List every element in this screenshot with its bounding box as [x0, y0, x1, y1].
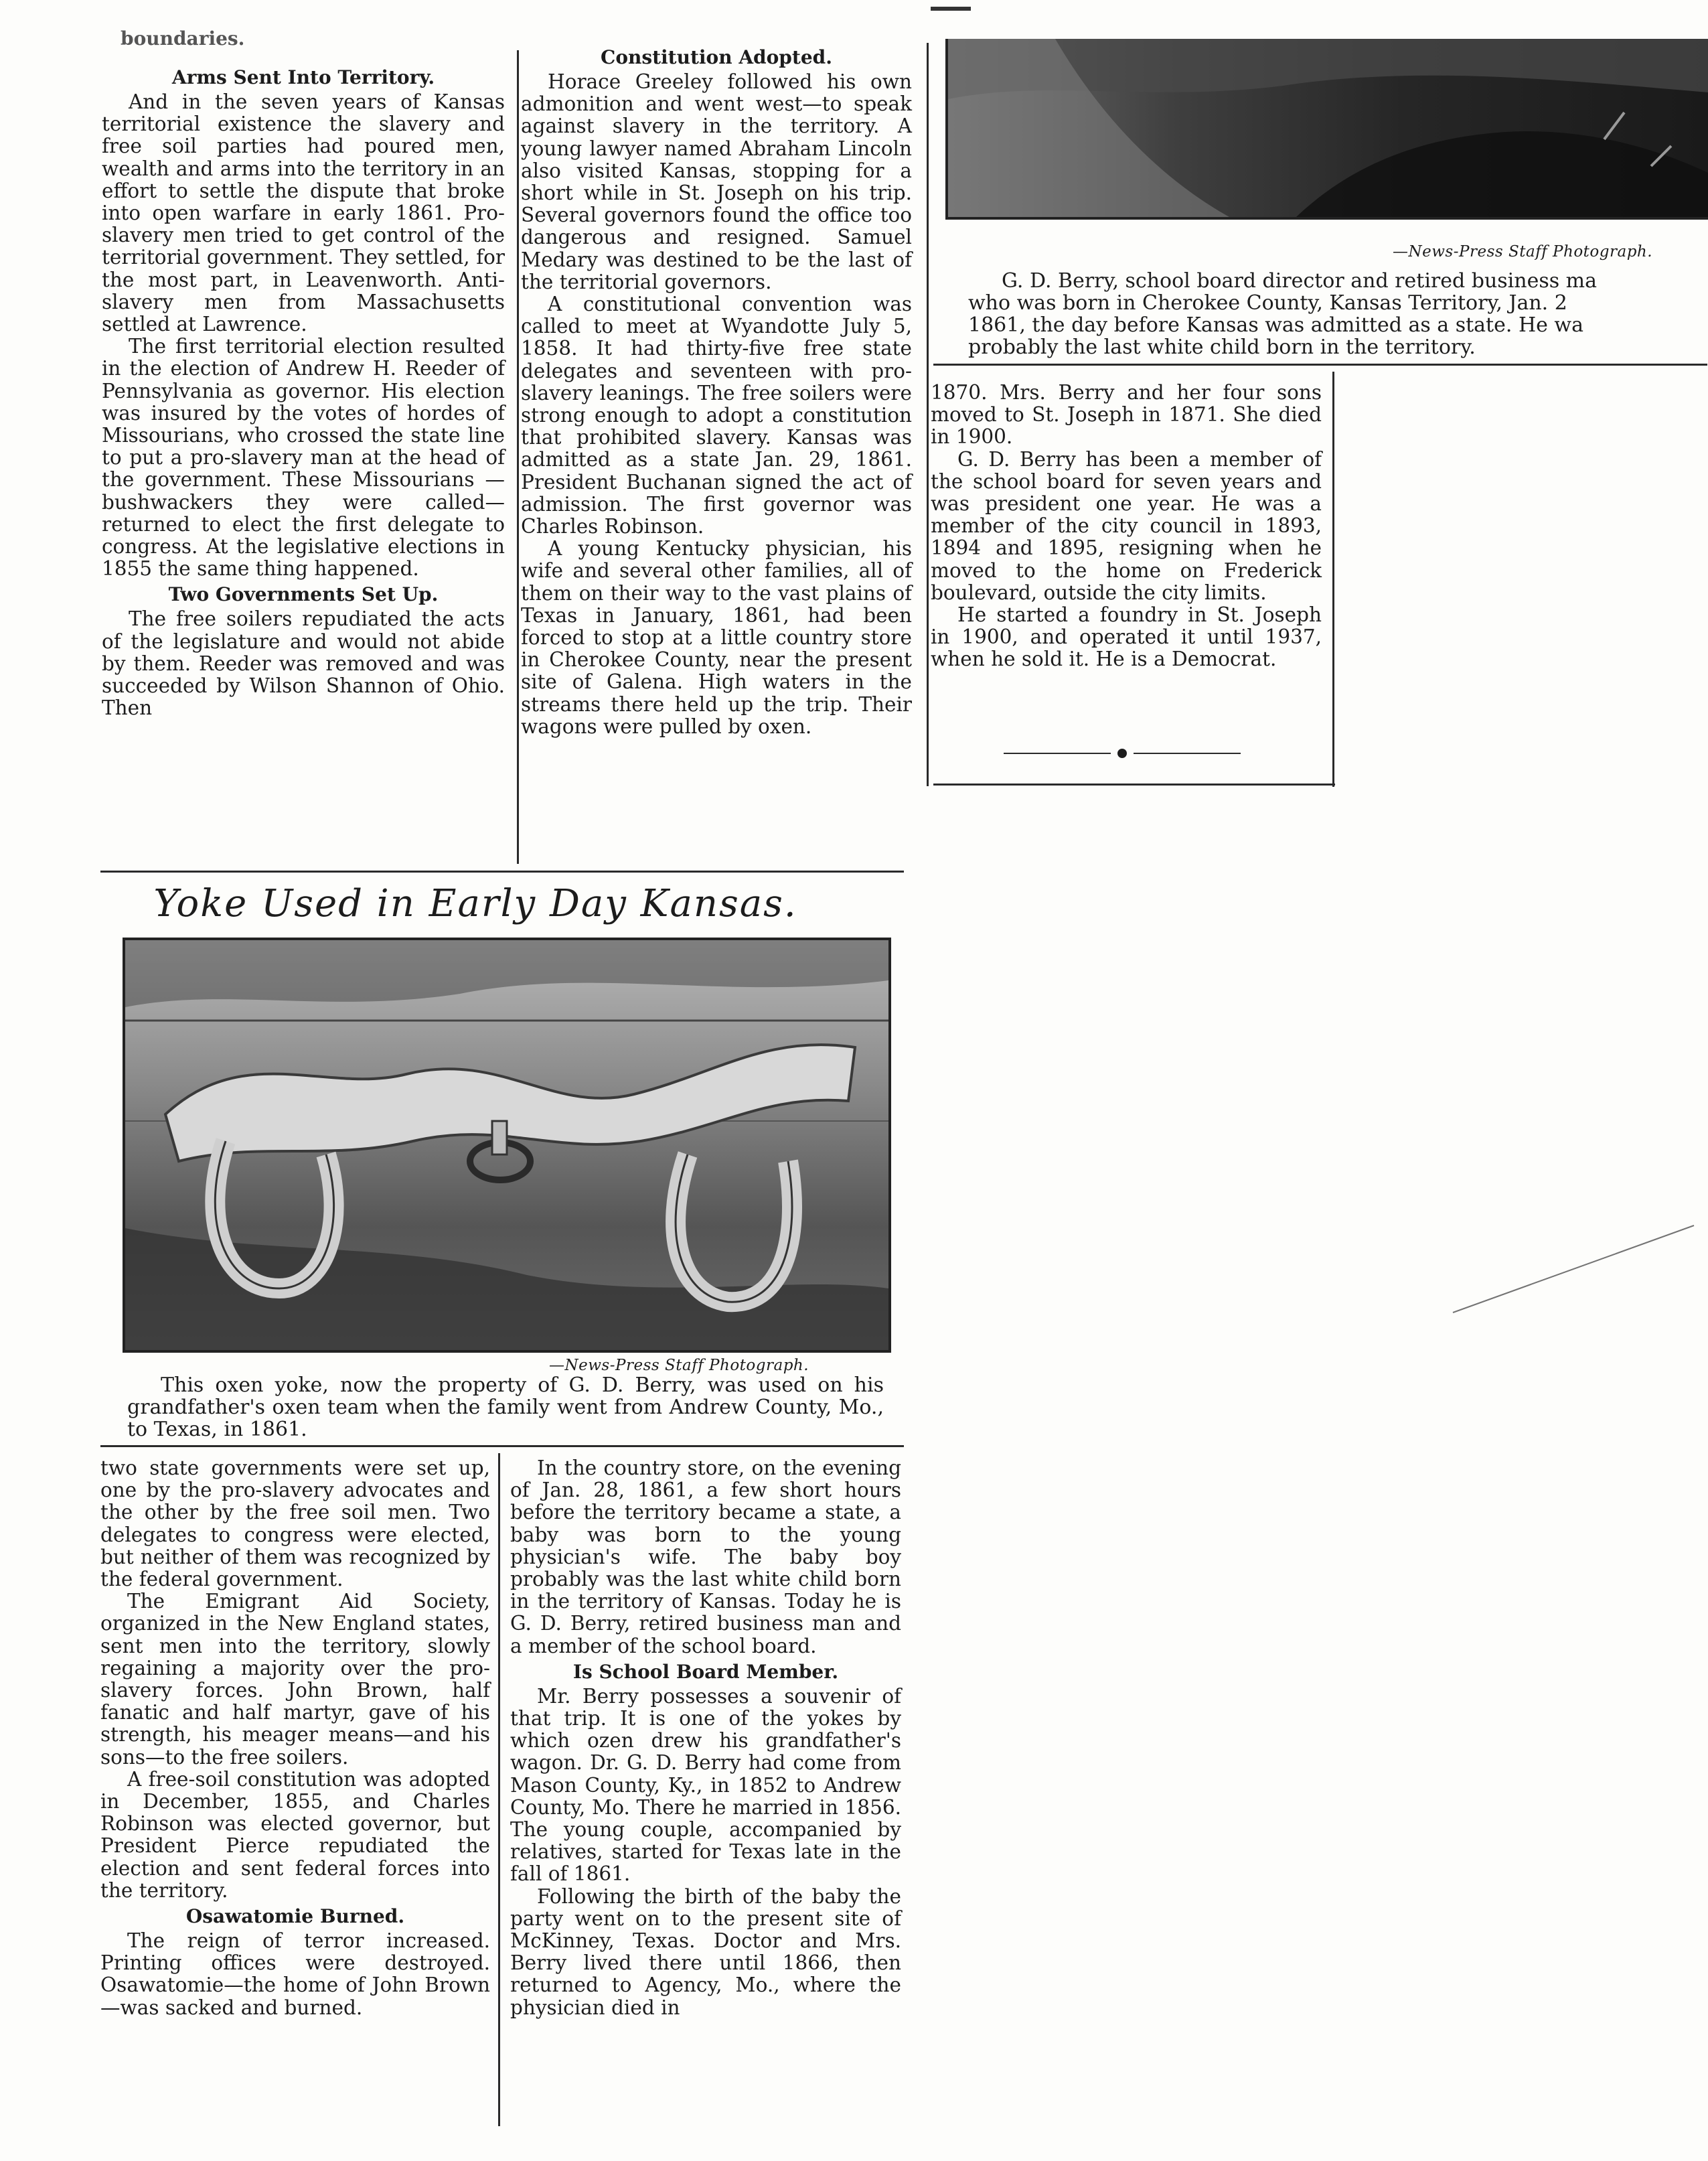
- subhead: Arms Sent Into Territory.: [171, 66, 435, 88]
- paragraph: G. D. Berry has been a member of the school board for seven years and was president one year. He was a member of the city council in 1893, 1894 and 1895, resigning when he moved to the home on Frederick boulevard, outside the city limits.: [931, 447, 1322, 604]
- column-rule-4: [498, 1453, 500, 2126]
- caption-line: probably the last white child born in the territory.: [968, 336, 1476, 359]
- article-column-3: [931, 382, 1322, 671]
- article-column-4: [100, 1457, 490, 2019]
- yoke-credit: —News-Press Staff Photograph.: [549, 1357, 809, 1374]
- paragraph: Following the birth of the baby the party went on to the present site of McKinney, Texas. Doctor and Mrs. Berry lived there until 1866, then returned to Agency, Mo., where the physician died in: [510, 1884, 901, 2019]
- paragraph: And in the seven years of Kansas territorial existence the slavery and free soil parties had poured men, wealth and arms into the territory in an effort to settle the dispute that broke into open warfare in early 1861. Pro-slavery men tried to get control of the territorial government. They settled, for the most part, in Leavenworth. Anti-slavery men from Massachusetts settled at Lawrence.: [102, 90, 505, 336]
- subhead: Osawatomie Burned.: [185, 1905, 405, 1928]
- paragraph: The reign of terror increased. Printing offices were destroyed. Osawatomie—the home of John Brown—was sacked and burned.: [100, 1929, 490, 2019]
- caption-line: who was born in Cherokee County, Kansas Territory, Jan. 2: [968, 291, 1567, 315]
- yoke-headline: Yoke Used in Early Day Kansas.: [153, 882, 797, 925]
- scan-stray-mark: [1453, 1225, 1694, 1319]
- paragraph: The Emigrant Aid Society, organized in the New England states, sent men into the territory, slowly regaining a majority over the pro-slavery forces. John Brown, half fanatic and half martyr, gave of his strength, his meager means—and his sons—to the free soilers.: [100, 1590, 490, 1769]
- subhead: Two Governments Set Up.: [168, 583, 439, 606]
- yoke-bottom-rule: [100, 1445, 904, 1447]
- yoke-photo: [123, 938, 891, 1353]
- paragraph: Horace Greeley followed his own admonition and went west—to speak against slavery in the territory. A young lawyer named Abraham Lincoln also visited Kansas, stopping for a short while in St. Joseph on his trip. Several governors found the office too dangerous and resigned. Samuel Medary was destined to be the last of the territorial governors.: [521, 70, 912, 293]
- yoke-caption: This oxen yoke, now the property of G. D. Berry, was used on his grandfather's oxen team when the family went from Andrew County, Mo., to Texas, in 1861.: [127, 1373, 884, 1441]
- top-fragment-text: boundaries.: [121, 27, 245, 50]
- column-rule-2: [927, 43, 929, 786]
- paragraph: He started a foundry in St. Joseph in 1900, and operated it until 1937, when he sold it. He is a Democrat.: [931, 603, 1322, 671]
- article-column-1: [102, 63, 505, 719]
- subhead: Is School Board Member.: [572, 1660, 839, 1683]
- column-rule-3: [1332, 372, 1334, 787]
- caption-line: 1861, the day before Kansas was admitted as a state. He wa: [968, 313, 1583, 337]
- article-column-2: [521, 43, 912, 738]
- subhead: Constitution Adopted.: [601, 46, 832, 68]
- paragraph: A young Kentucky physician, his wife and several other families, all of them on their way to the vast plains of Texas in January, 1861, had been forced to stop at a little country store in Cherokee County, near the present site of Galena. High waters in the streams there held up the trip. Their wagons were pulled by oxen.: [521, 537, 912, 738]
- paragraph: The free soilers repudiated the acts of the legislature and would not abide by them. Reeder was removed and was succeeded by Wilson Shannon of Ohio. Then: [102, 607, 505, 720]
- portrait-credit: —News-Press Staff Photograph.: [1393, 243, 1653, 260]
- column-3-bottom-rule: [933, 784, 1335, 786]
- portrait-caption: [968, 270, 1705, 358]
- paragraph: The first territorial election resulted in the election of Andrew H. Reeder of Pennsylvania as governor. His election was insured by the votes of hordes of Missourians, who crossed the state line to put a pro-slavery man at the head of the government. These Missourians — bushwackers they were called—returned to elect the first delegate to congress. At the legislative elections in 1855 the same thing happened.: [102, 335, 505, 581]
- column-rule-1: [517, 50, 519, 864]
- yoke-top-rule: [100, 871, 904, 873]
- article-column-5: [510, 1457, 901, 2019]
- paragraph: In the country store, on the evening of Jan. 28, 1861, a few short hours before the territory became a state, a baby was born to the young physician's wife. The baby boy probably was the last white child born in the territory of Kansas. Today he is G. D. Berry, retired business man and a member of the school board.: [510, 1457, 901, 1657]
- berry-portrait-photo: [945, 39, 1708, 220]
- paragraph: Mr. Berry possesses a souvenir of that trip. It is one of the yokes by which ozen drew his grandfather's wagon. Dr. G. D. Berry had come from Mason County, Ky., in 1852 to Andrew County, Mo. There he married in 1856. The young couple, accompanied by relatives, started for Texas late in the fall of 1861.: [510, 1684, 901, 1886]
- paragraph: 1870. Mrs. Berry and her four sons moved to St. Joseph in 1871. She died in 1900.: [931, 381, 1322, 449]
- caption-line: G. D. Berry, school board director and retired business ma: [1002, 269, 1598, 293]
- portrait-bottom-rule: [933, 364, 1707, 366]
- paragraph: two state governments were set up, one by the pro-slavery advocates and the other by the free soil men. Two delegates to congress were elected, but neither of them was recognized by the federal government.: [100, 1457, 490, 1591]
- page-top-dash: [931, 7, 971, 11]
- paragraph: A constitutional convention was called to meet at Wyandotte July 5, 1858. It had thirty-five free state delegates and seventeen with pro-slavery leanings. The free soilers were strong enough to adopt a constitution that prohibited slavery. Kansas was admitted as a state Jan. 29, 1861. President Buchanan signed the act of admission. The first governor was Charles Robinson.: [521, 293, 912, 538]
- paragraph: A free-soil constitution was adopted in December, 1855, and Charles Robinson was elected governor, but President Pierce repudiated the election and sent federal forces into the territory.: [100, 1767, 490, 1902]
- article-end-mark: [1002, 747, 1243, 760]
